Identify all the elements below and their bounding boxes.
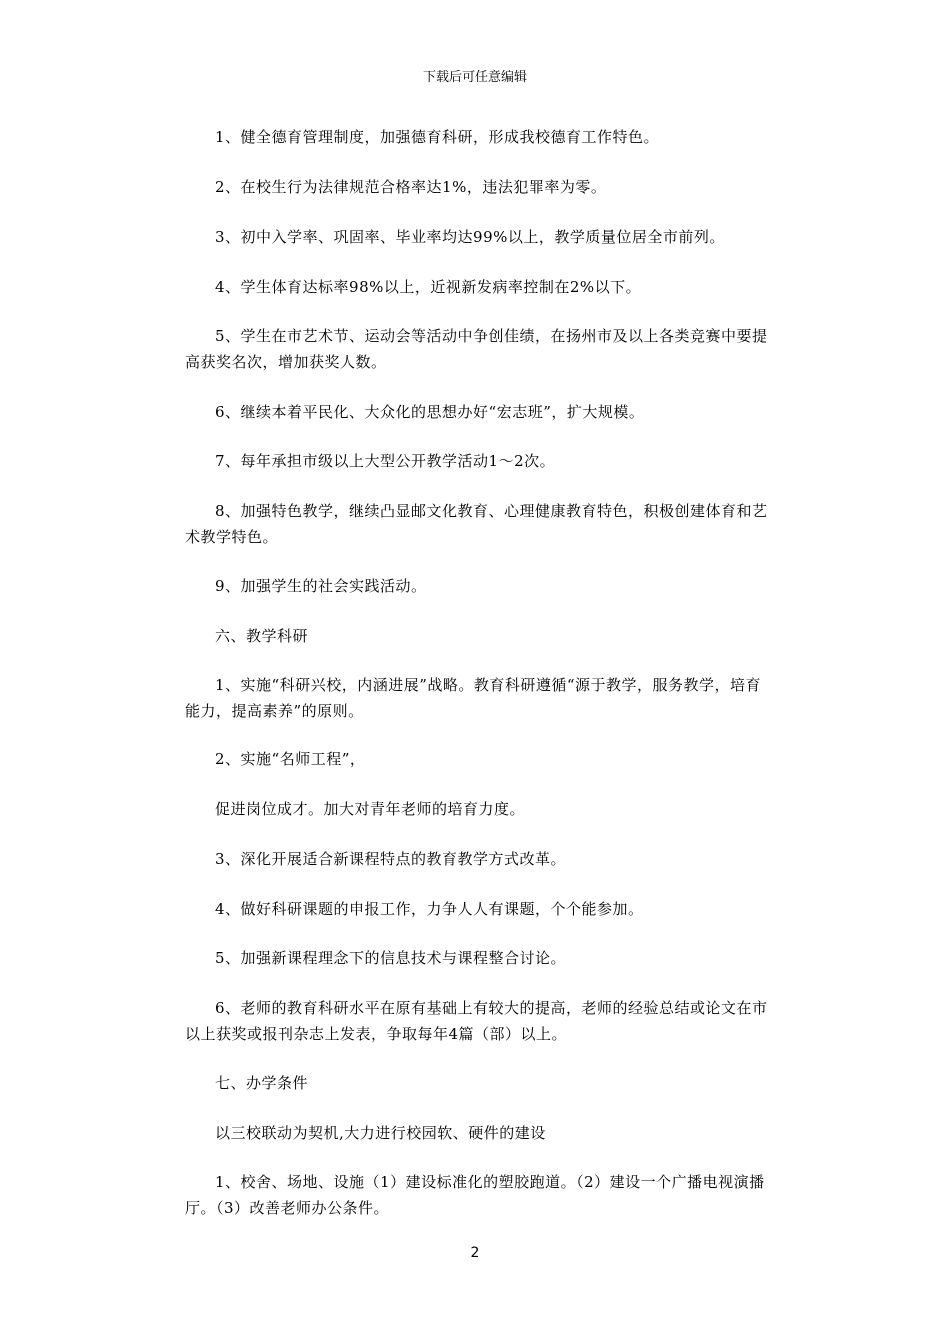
paragraph: 6、继续本着平民化、大众化的思想办好“宏志班”，扩大规模。	[215, 403, 645, 421]
paragraph: 9、加强学生的社会实践活动。	[215, 577, 427, 595]
paragraph: 3、初中入学率、巩固率、毕业率均达99%以上，教学质量位居全市前列。	[215, 228, 725, 246]
paragraph: 以三校联动为契机,大力进行校园软、硬件的建设	[215, 1124, 546, 1142]
paragraph: 5、加强新课程理念下的信息技术与课程整合讨论。	[215, 949, 567, 967]
paragraph: 3、深化开展适合新课程特点的教育教学方式改革。	[215, 850, 567, 868]
section-heading: 七、办学条件	[215, 1074, 309, 1092]
paragraph: 7、每年承担市级以上大型公开教学活动1～2次。	[215, 452, 556, 470]
paragraph: 促进岗位成才。加大对青年老师的培育力度。	[215, 800, 526, 818]
paragraph: 2、在校生行为法律规范合格率达1%，违法犯罪率为零。	[215, 178, 607, 196]
paragraph: 6、老师的教育科研水平在原有基础上有较大的提高，老师的经验总结或论文在市以上获奖或报刊杂志上发表，争取每年4篇（部）以上。	[185, 999, 768, 1043]
page-header: 下载后可任意编辑	[422, 70, 527, 85]
paragraph: 4、学生体育达标率98%以上，近视新发病率控制在2%以下。	[215, 278, 642, 296]
paragraph: 8、加强特色教学，继续凸显邮文化教育、心理健康教育特色，积极创建体育和艺术教学特色。	[185, 502, 768, 546]
paragraph: 4、做好科研课题的申报工作，力争人人有课题，个个能参加。	[215, 900, 644, 918]
paragraph: 1、实施“科研兴校，内涵进展”战略。教育科研遵循“源于教学，服务教学，培育能力，提高素养”的原则。	[185, 676, 762, 720]
paragraph: 1、健全德育管理制度，加强德育科研，形成我校德育工作特色。	[215, 128, 660, 146]
paragraph: 2、实施“名师工程”，	[215, 750, 366, 768]
paragraph: 1、校舍、场地、设施（1）建设标准化的塑胶跑道。（2）建设一个广播电视演播厅。（3）改善老师办公条件。	[185, 1173, 765, 1217]
paragraph: 5、学生在市艺术节、运动会等活动中争创佳绩，在扬州市及以上各类竞赛中要提高获奖名次，增加获奖人数。	[185, 327, 768, 371]
section-heading: 六、教学科研	[215, 627, 309, 645]
page-number: 2	[470, 1245, 480, 1261]
